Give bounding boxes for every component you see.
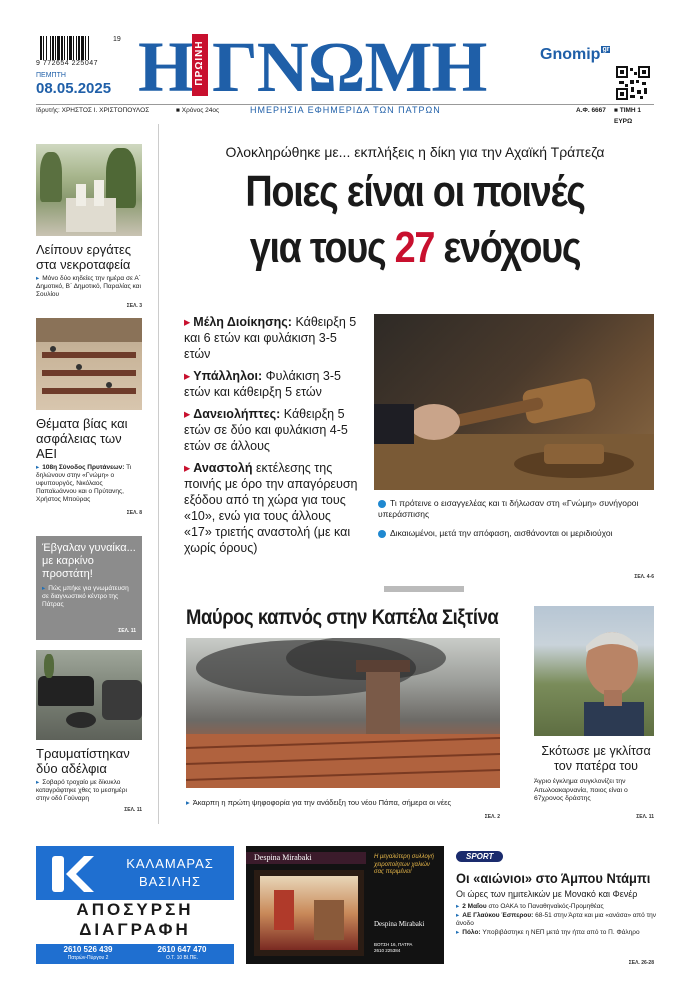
kalamaras-service1: ΑΠΟΣΥΡΣΗ [76,900,194,919]
lead-item-label: Δανειολήπτες: [193,407,281,421]
sport-badge: SPORT [456,851,503,862]
lead-item [184,314,362,362]
blue-dot-icon [378,530,386,538]
kalamaras-service2: ΔΙΑΓΡΑΦΗ [79,920,191,939]
story2-text-body: Τι δηλώνουν στην «Γνώμη» ο υφυπουργός, Νικόλαος Παπαϊωάννου και ο Πρύτανης, Χρήστος Μπούρας [36,464,132,503]
kalamaras-service-box [36,900,234,944]
sport-item-lead: Πόλο: [462,928,481,936]
crime-title[interactable]: Σκότωσε με γκλίτσα τον πατέρα του [541,744,651,773]
cemetery-photo [36,144,142,236]
portrait-icon [534,606,654,736]
sport-item-text: Υποβιβάστηκε η ΝΕΠ μετά την ήττα από το Π. Φάληρο [482,928,640,936]
logo-h: Η [138,27,193,107]
crime-page: ΣΕΛ. 11 [636,814,654,820]
sport-item-lead: 2 Μαΐου [462,903,487,910]
lead-item [184,406,362,454]
price-text: ΤΙΜΗ 1 ΕΥΡΩ [614,107,642,125]
story3-text [36,779,142,803]
story3-page: ΣΕΛ. 11 [124,807,142,813]
sport-item-text: 68-51 στην Άρτα και μια «ανάσα» από την άνοδο [456,911,657,927]
accident-photo [36,650,142,740]
story1-text-body: Μόνο δύο κηδείες την ημέρα σε Α΄ Δημοτικό, Β΄ Δημοτικό, Παραλίας και Σουλίου [36,275,141,298]
barcode [40,36,110,60]
issue-number: Α.Φ. 6667 [576,107,606,114]
lead-notes [378,498,654,539]
box-text-body: Πώς μπήκε για γνωμάτευση σε διαγνωστικό κέντρο της Πάτρας [42,585,129,608]
box-page: ΣΕΛ. 11 [118,628,136,634]
gnomip-logo[interactable] [540,46,610,64]
lead-headline-number: 27 [394,223,435,272]
sport-item-lead: ΑΕ Γλαύκου Έσπερου: [462,911,534,919]
logo-proini-text: ΠΡΩΙΝΗ [194,40,205,86]
sport-item [456,912,656,929]
barcode-number: 9 772654 225047 [36,60,98,67]
despina-brand: Despina Mirabaki [254,853,312,862]
sidebar-story-universities[interactable] [36,318,142,516]
shop-front-photo [254,870,364,956]
barcode-top-number: 19 [113,36,121,43]
story2-lead: 108η Σύνοδος Πρυτάνεων: [42,464,125,471]
lead-headline-post: ενόχους [434,223,581,272]
crime-text: Άγριο έγκλημα συγκλονίζει την Αιτωλοακαρνανία, ποιος είναι ο 67χρονος δράστης [534,778,628,802]
sidebar-box-cancer[interactable] [36,536,142,640]
story1-page: ΣΕΛ. 3 [126,303,142,309]
blue-dot-icon [378,500,386,508]
story3-text-body: Σοβαρό τροχαίο με δίκυκλο καταγράφτηκε χθες το μεσημέρι στην οδό Γούναρη [36,779,127,802]
lead-note [378,528,654,539]
story2-title: Θέματα βίας και ασφάλειας των ΑΕΙ [36,416,128,461]
issue-date: 08.05.2025 [36,80,112,97]
lead-item-label: Μέλη Διοίκησης: [193,315,292,329]
logo [136,27,556,107]
year: ■ Χρόνος 24ος [176,107,220,114]
kalamaras-name1: ΚΑΛΑΜΑΡΑΣ [126,856,214,871]
box-text [42,585,136,609]
box-title: Έβγαλαν γυναίκα... με καρκίνο προστάτη! [42,542,136,580]
lead-item-label: Υπάλληλοι: [193,369,263,383]
pope-page: ΣΕΛ. 2 [484,814,500,820]
gavel-photo [374,314,654,490]
sport-item [456,903,656,912]
sport-item-text: στο ΟΑΚΑ το Παναθηναϊκός-Προμηθέας [488,903,604,910]
lead-headline-pre: για τους [249,223,395,272]
kalamaras-addr2: Ο.Τ. 10 ΒΙ.ΠΕ. [166,955,198,961]
gavel-icon [374,314,654,490]
lead-headline[interactable] [206,164,624,276]
sport-section[interactable] [456,846,656,966]
qr-code-icon[interactable] [616,66,650,100]
barcode-icon [40,36,110,60]
ad-kalamaras[interactable] [36,846,234,964]
lead-headline-line1: Ποιες είναι οι ποινές [245,167,585,216]
section-separator [384,586,464,592]
lead-item-text: εκτέλεσης της ποινής με όρο την απαγόρευση εξόδου από τη χώρα για τους «10», ενώ για τους άλλους «17» τριετής αναστολή (με και χωρίς όρους) [184,461,358,555]
despina-slogan: Η μεγαλύτερη συλλογή χειροποίητων χαλιών σας περιμένει! [374,854,435,875]
kalamaras-logo-icon [50,854,96,894]
despina-brand-footer: Despina Mirabaki [374,920,425,928]
lead-item [184,368,362,400]
lead-item-text: Φυλάκιση 3-5 ετών και κάθειρξη 5 ετών [184,369,341,399]
year-text: Χρόνος 24ος [181,107,220,114]
founder: Ιδρυτής: ΧΡΗΣΤΟΣ Ι. ΧΡΙΣΤΟΠΟΥΛΟΣ [36,107,150,114]
lead-item [184,460,362,556]
story2-text [36,464,142,504]
lead-items [184,314,362,556]
lead-item-text: Κάθειρξη 5 και 6 ετών και φυλάκιση 3-5 ετών [184,315,357,361]
chimney-smoke-photo [186,638,500,788]
sidebar-story-cemeteries[interactable] [36,144,142,309]
lead-kicker: Ολοκληρώθηκε με... εκπλήξεις η δίκη για την Αχαϊκή Τράπεζα [225,144,605,160]
lead-note-text: Δικαιωμένοι, μετά την απόφαση, αισθάνονται οι μεριδιούχοι [390,528,613,538]
pope-headline[interactable]: Μαύρος καπνός στην Καπέλα Σιξτίνα [186,606,499,629]
sport-page: ΣΕΛ. 26-28 [628,960,654,966]
pope-caption-text: Άκαρπη η πρώτη ψηφοφορία για την ανάδειξη του νέου Πάπα, σήμερα οι νέες [192,798,452,807]
lead-note [378,498,654,520]
masthead-strip [36,104,654,125]
kalamaras-name2: ΒΑΣΙΛΗΣ [138,874,202,889]
kalamaras-phone1: 2610 526 439 [63,945,113,954]
pope-caption [186,798,500,807]
lead-item-text: Κάθειρξη 5 ετών σε δύο και φυλάκιση 4-5 ετών σε άλλους [184,407,348,453]
price: ■ ΤΙΜΗ 1 ΕΥΡΩ [614,107,642,125]
gnomip-suffix: gr [602,46,610,53]
logo-proini [192,34,208,96]
tagline: ΗΜΕΡΗΣΙΑ ΕΦΗΜΕΡΙΔΑ ΤΩΝ ΠΑΤΡΩΝ [250,105,441,115]
despina-phone: 2610 225384 [374,948,401,953]
lead-note-text: Τι πρότεινε ο εισαγγελέας και τι δήλωσαν στη «Γνώμη» συνήγοροι υπεράσπισης [378,498,639,519]
story1-title: Λείπουν εργάτες στα νεκροταφεία [36,242,132,272]
sport-headline: Οι «αιώνιοι» στο Άμπου Ντάμπι [456,870,651,886]
sport-items [456,903,656,937]
lead-item-label: Αναστολή [193,461,253,475]
chimney-icon [186,638,500,788]
column-divider [158,124,159,824]
university-meeting-photo [36,318,142,410]
sport-subhead: Οι ώρες των ημιτελικών με Μονακό και Φενέρ [456,889,638,899]
logo-title: ΓΝΩΜΗ [212,27,487,107]
kalamaras-phone2: 2610 647 470 [157,945,207,954]
story2-page: ΣΕΛ. 8 [126,510,142,516]
issue-day: ΠΕΜΠΤΗ [36,72,66,79]
ad-despina[interactable] [246,846,444,964]
lead-page: ΣΕΛ. 4-6 [634,574,654,580]
masthead [0,0,690,125]
sidebar-story-accident[interactable] [36,650,142,813]
kalamaras-addr1: Πατρών-Πύργου 2 [67,955,109,961]
gnomip-text: Gnomip [540,46,601,63]
despina-addr: ΒΟΤΣΗ 16, ΠΑΤΡΑ [374,942,413,947]
sport-item [456,929,656,938]
old-man-photo [534,606,654,736]
story3-title: Τραυματίστηκαν δύο αδέλφια [36,746,130,776]
lead-headline-line2 [206,220,624,276]
story1-text [36,275,142,299]
